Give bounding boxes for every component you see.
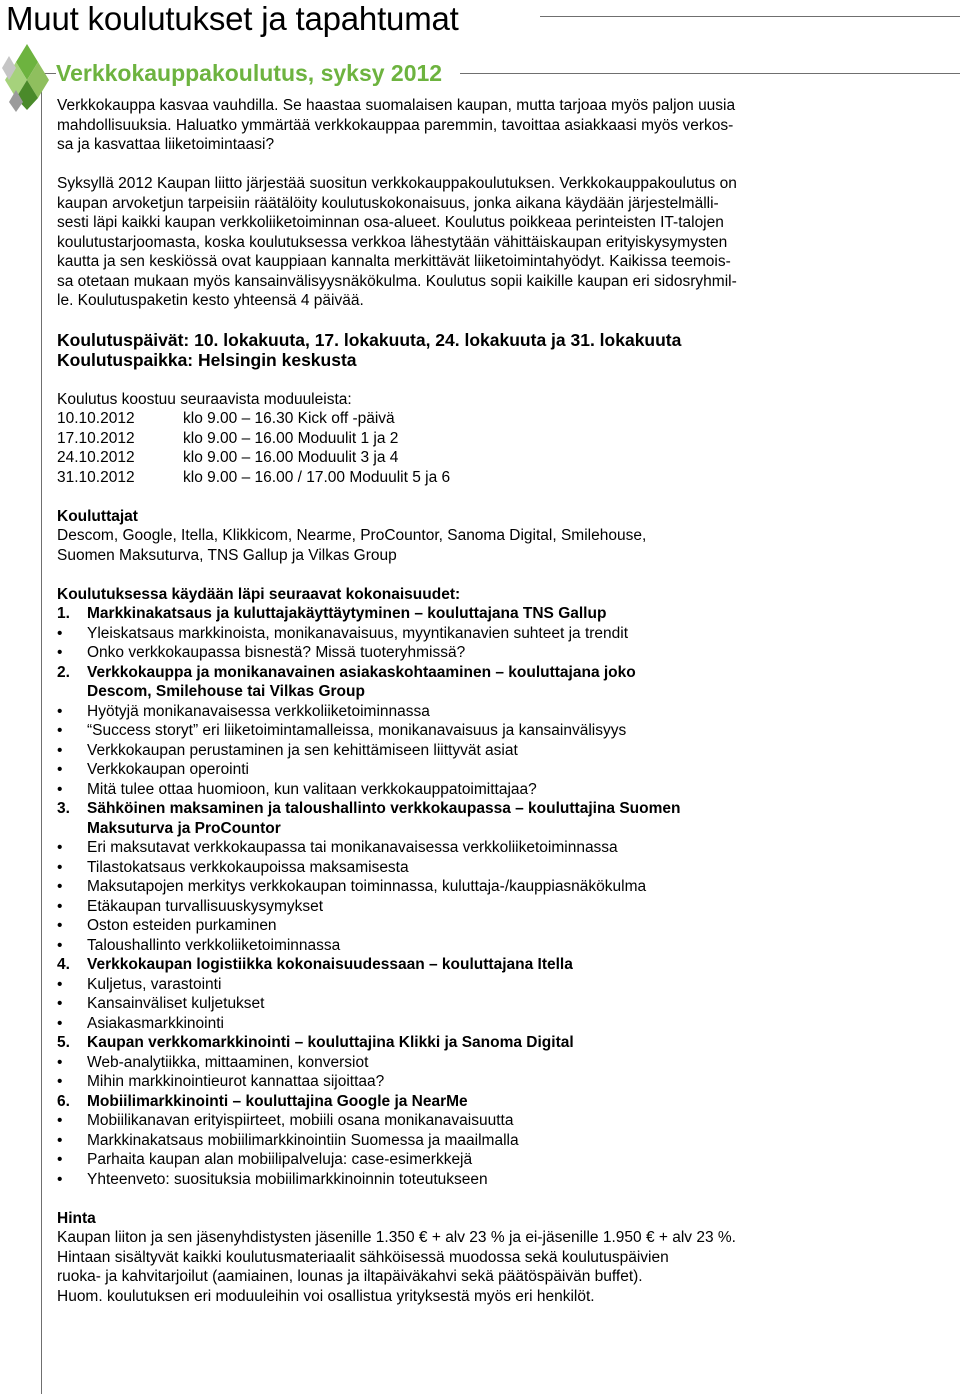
bullet-text: Hyötyjä monikanavaisessa verkkoliiketoiminnassa bbox=[87, 702, 430, 720]
intro-line: Verkkokauppa kasvaa vauhdilla. Se haastaa suomalaisen kaupan, mutta tarjoaa myös paljon uusia bbox=[57, 97, 736, 114]
bullet-icon: • bbox=[57, 1014, 63, 1032]
modules-intro: Koulutus koostuu seuraavista moduuleista: bbox=[57, 390, 352, 408]
trainers-line: Descom, Google, Itella, Klikkicom, Nearme, ProCountor, Sanoma Digital, Smilehouse, bbox=[57, 527, 647, 544]
bullet-text: Parhaita kaupan alan mobiilipalveluja: case-esimerkkejä bbox=[87, 1151, 473, 1168]
bullet-text: Etäkaupan turvallisuuskysymykset bbox=[87, 897, 324, 915]
topic-bullet bbox=[57, 1014, 847, 1034]
price-line: Huom. koulutuksen eri moduuleihin voi osallistua yrityksestä myös eri henkilöt. bbox=[57, 1287, 595, 1305]
module-date: 31.10.2012 bbox=[57, 468, 135, 486]
bullet-icon: • bbox=[57, 1151, 63, 1168]
topic-title-text: Mobiilimarkkinointi – kouluttajina Google ja NearMe bbox=[87, 1092, 468, 1110]
topic-title bbox=[57, 819, 847, 839]
bullet-icon: • bbox=[57, 1170, 63, 1188]
topic-bullet bbox=[57, 916, 847, 936]
bullet-text: Oston esteiden purkaminen bbox=[87, 917, 277, 934]
module-date: 10.10.2012 bbox=[57, 410, 135, 427]
topic-title-text: Verkkokauppa ja monikanavainen asiakaskohtaaminen – kouluttajana joko bbox=[87, 663, 636, 681]
topic-title-text: Markkinakatsaus ja kuluttajakäyttäytyminen – kouluttajana TNS Gallup bbox=[87, 605, 607, 622]
bullet-icon: • bbox=[57, 624, 63, 642]
bullet-icon: • bbox=[57, 1053, 63, 1071]
bullet-text: Kansainväliset kuljetukset bbox=[87, 995, 265, 1012]
topic-title bbox=[57, 663, 847, 683]
trainers-line: Suomen Maksuturva, TNS Gallup ja Vilkas Group bbox=[57, 546, 397, 564]
topic-bullet bbox=[57, 1053, 847, 1073]
topic-bullet bbox=[57, 721, 847, 741]
topic-bullet bbox=[57, 1072, 847, 1092]
intro-line: sa ja kasvattaa liiketoimintaasi? bbox=[57, 136, 275, 153]
topic-title bbox=[57, 1033, 847, 1053]
topic-bullet bbox=[57, 702, 847, 722]
bullet-icon: • bbox=[57, 897, 63, 915]
bullet-icon: • bbox=[57, 858, 63, 876]
module-date: 24.10.2012 bbox=[57, 449, 135, 466]
bullet-text: Mobiilikanavan erityispiirteet, mobiili osana monikanavaisuutta bbox=[87, 1112, 514, 1129]
module-detail: klo 9.00 – 16.30 Kick off -päivä bbox=[183, 410, 395, 427]
bullet-icon: • bbox=[57, 917, 63, 934]
bullet-icon: • bbox=[57, 702, 63, 720]
topic-number bbox=[57, 819, 87, 839]
bullet-text: Verkkokaupan operointi bbox=[87, 761, 250, 778]
bullet-text: Yleiskatsaus markkinoista, monikanavaisuus, myyntikanavien suhteet ja trendit bbox=[87, 624, 629, 642]
topic-bullet bbox=[57, 780, 847, 800]
training-place: Koulutuspaikka: Helsingin keskusta bbox=[57, 350, 357, 370]
topic-number: 3. bbox=[57, 800, 70, 817]
topic-bullet bbox=[57, 975, 847, 995]
topic-number bbox=[57, 682, 87, 702]
description-line: le. Koulutuspaketin kesto yhteensä 4 päivää. bbox=[57, 292, 364, 309]
topic-title-text: Descom, Smilehouse tai Vilkas Group bbox=[87, 683, 365, 700]
bullet-text: “Success storyt” eri liiketoimintamalleissa, monikanavaisuus ja kansainvälisyys bbox=[87, 722, 627, 739]
bullet-icon: • bbox=[57, 995, 63, 1012]
topic-bullet bbox=[57, 858, 847, 878]
trainers-heading: Kouluttajat bbox=[57, 507, 138, 525]
bullet-text: Mitä tulee ottaa huomioon, kun valitaan verkkokauppatoimittajaa? bbox=[87, 780, 537, 798]
bullet-text: Web-analytiikka, mittaaminen, konversiot bbox=[87, 1053, 369, 1071]
topic-bullet bbox=[57, 1170, 847, 1190]
topic-number: 2. bbox=[57, 663, 70, 681]
topic-number: 5. bbox=[57, 1034, 70, 1051]
topic-title-text: Verkkokaupan logistiikka kokonaisuudessaan – kouluttajana Itella bbox=[87, 956, 573, 973]
topic-bullet bbox=[57, 877, 847, 897]
description-paragraph bbox=[57, 174, 847, 311]
section-title: Verkkokauppakoulutus, syksy 2012 bbox=[56, 58, 460, 88]
topic-bullet bbox=[57, 1131, 847, 1151]
topic-bullet bbox=[57, 897, 847, 917]
bullet-icon: • bbox=[57, 1073, 63, 1090]
module-row bbox=[57, 448, 847, 468]
topics-heading: Koulutuksessa käydään läpi seuraavat kokonaisuudet: bbox=[57, 585, 461, 603]
module-detail: klo 9.00 – 16.00 / 17.00 Moduulit 5 ja 6 bbox=[183, 468, 451, 486]
bullet-icon: • bbox=[57, 644, 63, 661]
price-line: Hintaan sisältyvät kaikki koulutusmateriaalit sähköisessä muodossa sekä koulutuspäivien bbox=[57, 1248, 669, 1266]
modules-list bbox=[57, 409, 847, 487]
description-line: kaupan arvoketjun tarpeisiin räätälöity koulutuskokonaisuus, jonka aikana käydään järjestelmälli- bbox=[57, 194, 719, 212]
bullet-text: Tilastokatsaus verkkokaupoissa maksamisesta bbox=[87, 858, 409, 876]
price-heading: Hinta bbox=[57, 1209, 96, 1227]
page-title: Muut koulutukset ja tapahtumat bbox=[6, 0, 459, 37]
description-line: sesti läpi kaikki kaupan verkkoliiketoiminnan osa-alueet. Koulutus poikkeaa perinteisten IT-talojen bbox=[57, 214, 724, 231]
description-line: kautta ja sen keskiössä ovat kauppiaan kannalta merkittävät liiketoimintahyödyt. Kaikissa teemois- bbox=[57, 253, 731, 270]
bullet-text: Maksutapojen merkitys verkkokaupan toiminnassa, kuluttaja-/kauppiasnäkökulma bbox=[87, 878, 647, 895]
bullet-text: Onko verkkokaupassa bisnestä? Missä tuoteryhmissä? bbox=[87, 644, 466, 661]
topic-bullet bbox=[57, 643, 847, 663]
bullet-icon: • bbox=[57, 761, 63, 778]
description-line: sa otetaan mukaan myös kansainvälisyysnäkökulma. Koulutus sopii kaikille kaupan eri sidosryhmil- bbox=[57, 272, 737, 290]
topic-bullet bbox=[57, 1150, 847, 1170]
topic-title-text: Sähköinen maksaminen ja taloushallinto verkkokaupassa – kouluttajina Suomen bbox=[87, 800, 681, 817]
price-line: Kaupan liiton ja sen jäsenyhdistysten jäsenille 1.350 € + alv 23 % ja ei-jäsenille 1.950 € + alv 23 %. bbox=[57, 1229, 736, 1246]
topic-number: 6. bbox=[57, 1092, 70, 1110]
topic-title bbox=[57, 955, 847, 975]
bullet-text: Yhteenveto: suosituksia mobiilimarkkinoinnin toteutukseen bbox=[87, 1170, 488, 1188]
module-row bbox=[57, 409, 847, 429]
bullet-text: Taloushallinto verkkoliiketoiminnassa bbox=[87, 936, 341, 954]
bullet-icon: • bbox=[57, 878, 63, 895]
topics-list bbox=[57, 604, 847, 1189]
topic-bullet bbox=[57, 994, 847, 1014]
bullet-icon: • bbox=[57, 722, 63, 739]
description-line: Syksyllä 2012 Kaupan liitto järjestää suositun verkkokauppakoulutuksen. Verkkokauppakoulutus on bbox=[57, 175, 737, 192]
bullet-icon: • bbox=[57, 1131, 63, 1149]
module-row bbox=[57, 468, 847, 488]
training-days: Koulutuspäivät: 10. lokakuuta, 17. lokakuuta, 24. lokakuuta ja 31. lokakuuta bbox=[57, 330, 682, 350]
topic-title-text: Kaupan verkkomarkkinointi – kouluttajina Klikki ja Sanoma Digital bbox=[87, 1034, 574, 1051]
topic-title-text: Maksuturva ja ProCountor bbox=[87, 819, 281, 837]
bullet-text: Mihin markkinointieurot kannattaa sijoittaa? bbox=[87, 1073, 385, 1090]
bullet-icon: • bbox=[57, 975, 63, 993]
module-row bbox=[57, 429, 847, 449]
bullet-text: Asiakasmarkkinointi bbox=[87, 1014, 224, 1032]
bullet-icon: • bbox=[57, 741, 63, 759]
title-divider bbox=[540, 16, 960, 17]
topic-title bbox=[57, 1092, 847, 1112]
bullet-text: Markkinakatsaus mobiilimarkkinointiin Suomessa ja maailmalla bbox=[87, 1131, 519, 1149]
topic-bullet bbox=[57, 838, 847, 858]
bullet-icon: • bbox=[57, 1112, 63, 1129]
topic-bullet bbox=[57, 1111, 847, 1131]
kaupan-liitto-logo-icon bbox=[2, 42, 52, 112]
topic-number: 4. bbox=[57, 956, 70, 973]
topic-number: 1. bbox=[57, 605, 70, 622]
topic-title bbox=[57, 604, 847, 624]
module-date: 17.10.2012 bbox=[57, 429, 135, 447]
bullet-icon: • bbox=[57, 780, 63, 798]
intro-paragraph bbox=[57, 96, 847, 155]
topic-bullet bbox=[57, 741, 847, 761]
price-line: ruoka- ja kahvitarjoilut (aamiainen, lounas ja iltapäiväkahvi sekä päätöspäivän buffet). bbox=[57, 1268, 643, 1285]
module-detail: klo 9.00 – 16.00 Moduulit 1 ja 2 bbox=[183, 429, 399, 447]
bullet-icon: • bbox=[57, 936, 63, 954]
module-detail: klo 9.00 – 16.00 Moduulit 3 ja 4 bbox=[183, 449, 399, 466]
intro-line: mahdollisuuksia. Haluatko ymmärtää verkkokauppaa paremmin, tavoittaa asiakkaasi myös verkos- bbox=[57, 116, 734, 134]
bullet-icon: • bbox=[57, 839, 63, 856]
bullet-text: Kuljetus, varastointi bbox=[87, 975, 222, 993]
bullet-text: Eri maksutavat verkkokaupassa tai monikanavaisessa verkkoliiketoiminnassa bbox=[87, 839, 618, 856]
topic-bullet bbox=[57, 760, 847, 780]
main-content bbox=[57, 96, 847, 1306]
topic-title bbox=[57, 799, 847, 819]
topic-bullet bbox=[57, 624, 847, 644]
description-line: koulutustarjoomasta, koska koulutuksessa verkkoa lähestytään vähittäiskaupan erityiskysymysten bbox=[57, 233, 728, 251]
topic-bullet bbox=[57, 936, 847, 956]
topic-title bbox=[57, 682, 847, 702]
bullet-text: Verkkokaupan perustaminen ja sen kehittämiseen liittyvät asiat bbox=[87, 741, 518, 759]
